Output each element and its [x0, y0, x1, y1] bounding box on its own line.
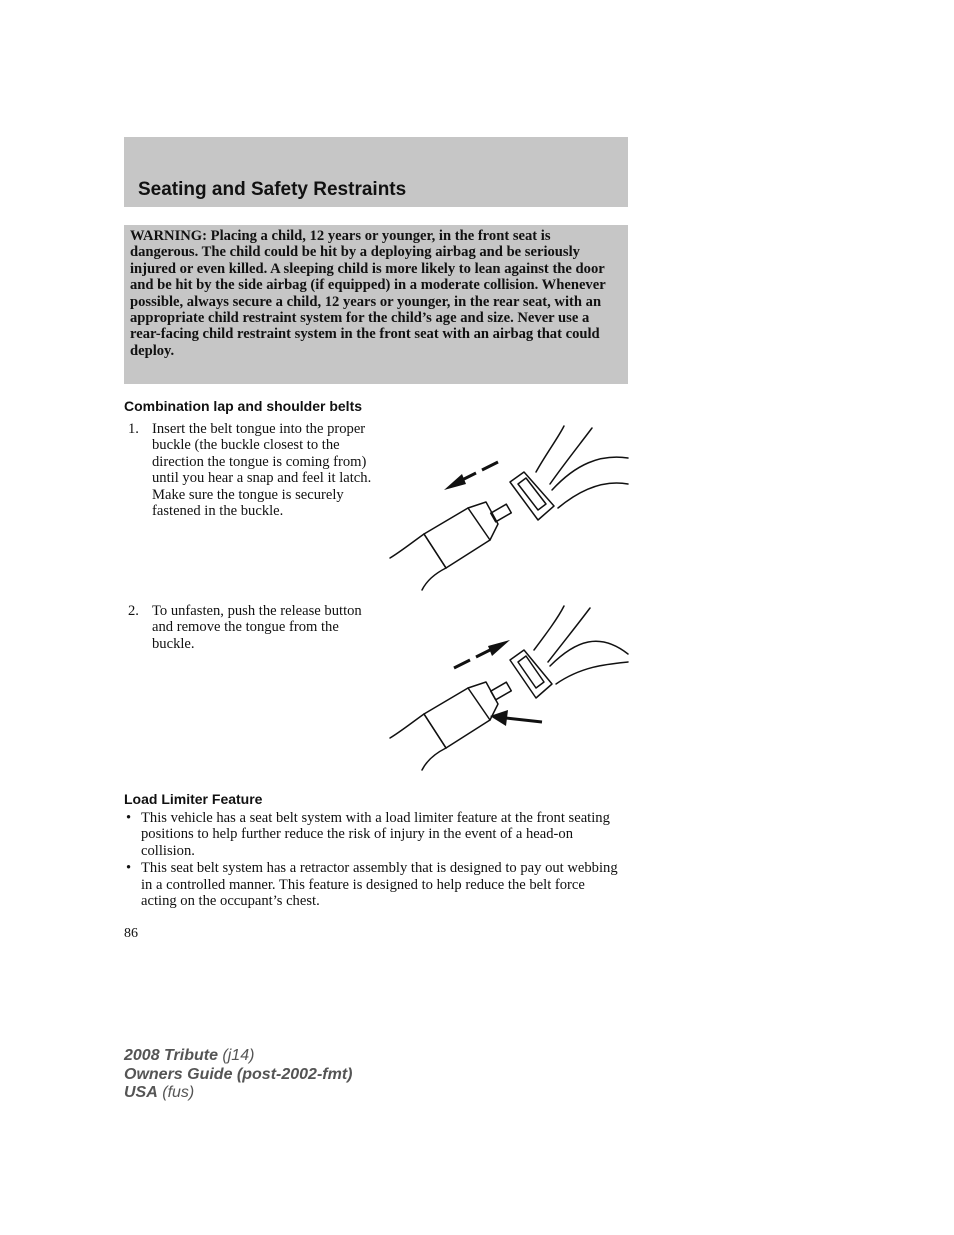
section-title: Seating and Safety Restraints: [138, 179, 407, 200]
step-text: To unfasten, push the release button and remove the tongue from the buckle.: [152, 603, 362, 652]
bullet-icon: •: [126, 860, 132, 877]
list-item: [124, 810, 624, 859]
footer-line-1: 2008 Tribute (j14): [124, 1047, 255, 1064]
page-number: 86: [124, 926, 138, 941]
document-footer: [124, 1047, 352, 1103]
list-item-text: This seat belt system has a retractor assembly that is designed to pay out webbing in a controlled manner. This feature is designed to help reduce the belt force acting on the occupant’s chest.: [141, 860, 618, 910]
step-number: 2.: [128, 603, 139, 619]
load-limiter-list: [124, 810, 624, 910]
bullet-icon: •: [126, 810, 132, 826]
load-limiter-heading: Load Limiter Feature: [124, 791, 263, 807]
buckle-insert-illustration: [386, 424, 630, 594]
footer-line-2: Owners Guide (post-2002-fmt): [124, 1065, 353, 1083]
section-header-band: [124, 137, 628, 207]
list-item: [124, 860, 624, 909]
buckle-release-illustration: [386, 604, 630, 774]
step-1: [128, 421, 378, 519]
belts-heading: Combination lap and shoulder belts: [124, 398, 363, 414]
step-2: [128, 603, 378, 652]
step-number: 1.: [128, 421, 139, 437]
warning-text: WARNING: Placing a child, 12 years or younger, in the front seat is dangerous. The child could be hit by a deploying airbag and be seriously injured or even killed. A sleeping child is more likely to lean against the door and be hit by the side airbag (if equipped) in a moderate collision. Whenever possible, always secure a child, 12 years or younger, in the rear seat, with an appropriate child restraint system for the child’s age and size. Never use a rear-facing child restraint system in the front seat with an airbag that could deploy.: [130, 228, 606, 359]
step-text: Insert the belt tongue into the proper buckle (the buckle closest to the direction the tongue is coming from) until you hear a snap and feel it latch. Make sure the tongue is securely fastened in the buckle.: [152, 421, 372, 520]
warning-box: [124, 225, 628, 384]
footer-line-3: USA (fus): [124, 1084, 195, 1101]
list-item-text: This vehicle has a seat belt system with a load limiter feature at the front seating positions to help further reduce the risk of injury in the event of a head-on collision.: [141, 810, 610, 859]
